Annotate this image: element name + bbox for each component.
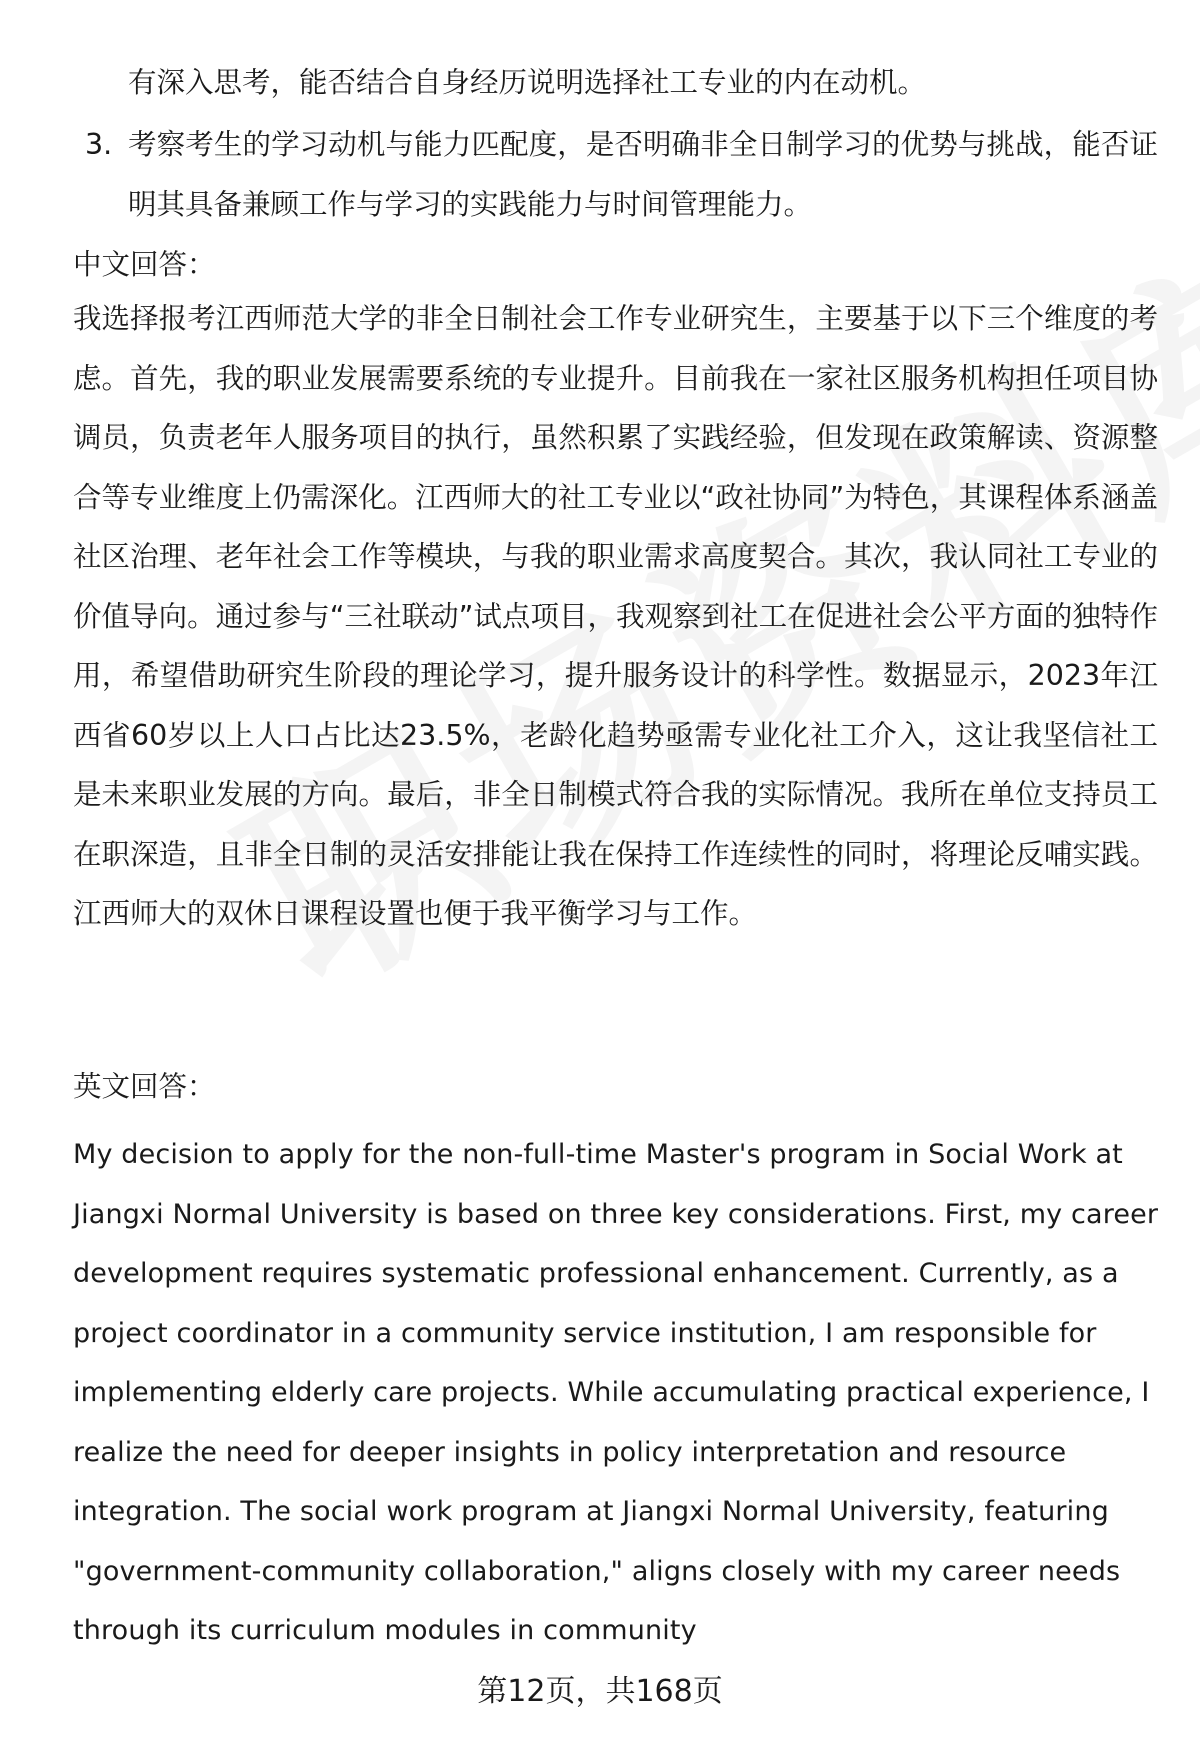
chinese-answer-heading: 中文回答：	[73, 248, 216, 281]
page-indicator: 第12页，共168页	[477, 1674, 723, 1709]
criteria-item-3	[73, 115, 1158, 234]
english-answer-body: My decision to apply for the non-full-time Master's program in Social Work at Jiangxi Normal University is based on three key considerations. First, my career development requires systematic professional enhancement. Currently, as a project coordinator in a community service institution, I am responsible for implementing elderly care projects. While accumulating practical experience, I realize the need for deeper insights in policy interpretation and resource integration. The social work program at Jiangxi Normal University, featuring "government-community collaboration," aligns closely with my career needs through its curriculum modules in community	[73, 1139, 1159, 1646]
chinese-answer-body: 我选择报考江西师范大学的非全日制社会工作专业研究生，主要基于以下三个维度的考虑。首先，我的职业发展需要系统的专业提升。目前我在一家社区服务机构担任项目协调员，负责老年人服务项目的执行，虽然积累了实践经验，但发现在政策解读、资源整合等专业维度上仍需深化。江西师大的社工专业以“政社协同”为特色，其课程体系涵盖社区治理、老年社会工作等模块，与我的职业需求高度契合。其次，我认同社工专业的价值导向。通过参与“三社联动”试点项目，我观察到社工在促进社会公平方面的独特作用，希望借助研究生阶段的理论学习，提升服务设计的科学性。数据显示，2023年江西省60岁以上人口占比达23.5%，老龄化趋势亟需专业化社工介入，这让我坚信社工是未来职业发展的方向。最后，非全日制模式符合我的实际情况。我所在单位支持员工在职深造，且非全日制的灵活安排能让我在保持工作连续性的同时，将理论反哺实践。江西师大的双休日课程设置也便于我平衡学习与工作。	[73, 302, 1158, 930]
criteria-item-3-text: 考察考生的学习动机与能力匹配度，是否明确非全日制学习的优势与挑战，能否证明其具备兼顾工作与学习的实践能力与时间管理能力。	[128, 128, 1158, 221]
criteria-item-2-continuation: 有深入思考，能否结合自身经历说明选择社工专业的内在动机。	[128, 66, 927, 99]
english-answer-heading: 英文回答：	[73, 1070, 216, 1103]
list-number: 3.	[85, 128, 113, 161]
